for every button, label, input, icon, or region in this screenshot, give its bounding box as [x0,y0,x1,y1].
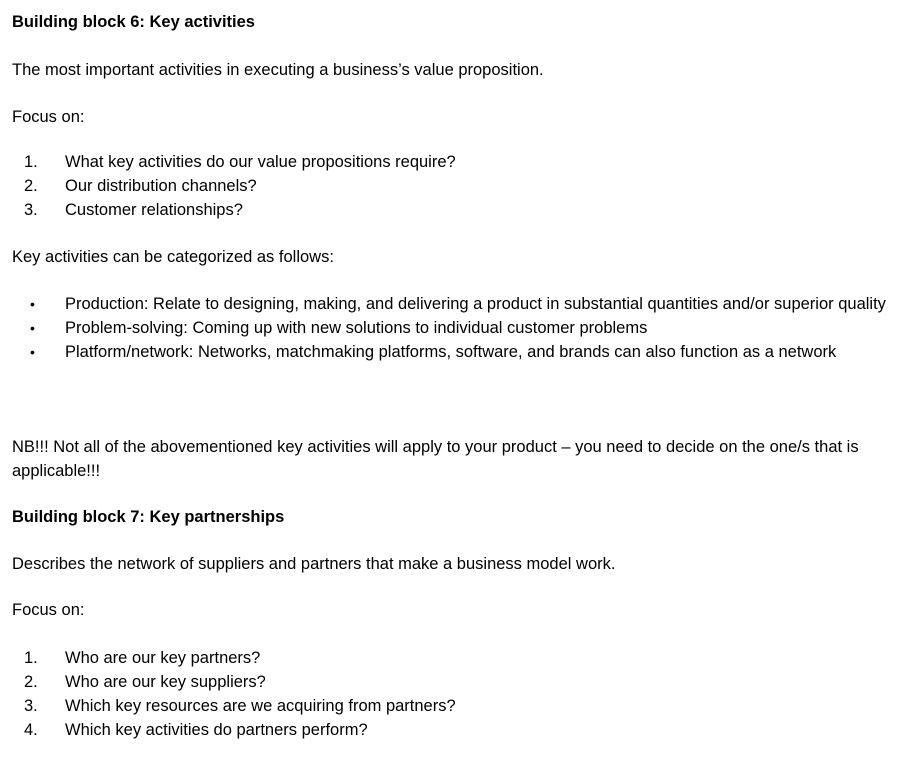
list-item [12,174,894,198]
list-text: Customer relationships? [65,201,243,219]
block6-categories-list [12,292,894,364]
block7-focus-label: Focus on: [12,601,85,619]
list-number: 3. [24,697,38,715]
list-text: Who are our key suppliers? [65,673,266,691]
block7-description: Describes the network of suppliers and partners that make a business model work. [12,555,616,573]
list-item [12,670,894,694]
list-item [12,292,894,316]
list-item [12,694,894,718]
list-text: Production: Relate to designing, making, and delivering a product in substantial quantities and/or superior quality [65,295,886,313]
list-text: Our distribution channels? [65,177,257,195]
block7-focus-list [12,646,894,742]
list-number: 3. [24,201,38,219]
list-text: Who are our key partners? [65,649,261,667]
block6-heading: Building block 6: Key activities [12,13,255,31]
block7-heading: Building block 7: Key partnerships [12,508,285,526]
list-item [12,316,894,340]
list-item [12,718,894,742]
list-text: Which key activities do partners perform? [65,721,368,739]
list-text: Problem-solving: Coming up with new solutions to individual customer problems [65,319,648,337]
block6-focus-list [12,150,894,222]
block6-focus-label: Focus on: [12,108,85,126]
list-item [12,340,894,364]
list-item [12,646,894,670]
list-item [12,150,894,174]
list-number: 1. [24,649,38,667]
list-text: Which key resources are we acquiring from partners? [65,697,456,715]
block6-note: NB!!! Not all of the abovementioned key activities will apply to your product – you need to decide on the one/s that is applicable!!! [12,438,859,480]
list-number: 2. [24,177,38,195]
bullet-icon: • [30,296,35,312]
block6-categories-intro: Key activities can be categorized as follows: [12,248,334,266]
list-number: 1. [24,153,38,171]
bullet-icon: • [30,320,35,336]
list-item [12,198,894,222]
list-number: 4. [24,721,38,739]
bullet-icon: • [30,344,35,360]
list-number: 2. [24,673,38,691]
list-text: Platform/network: Networks, matchmaking platforms, software, and brands can also function as a network [65,343,837,361]
block6-description: The most important activities in executing a business’s value proposition. [12,61,544,79]
list-text: What key activities do our value propositions require? [65,153,456,171]
